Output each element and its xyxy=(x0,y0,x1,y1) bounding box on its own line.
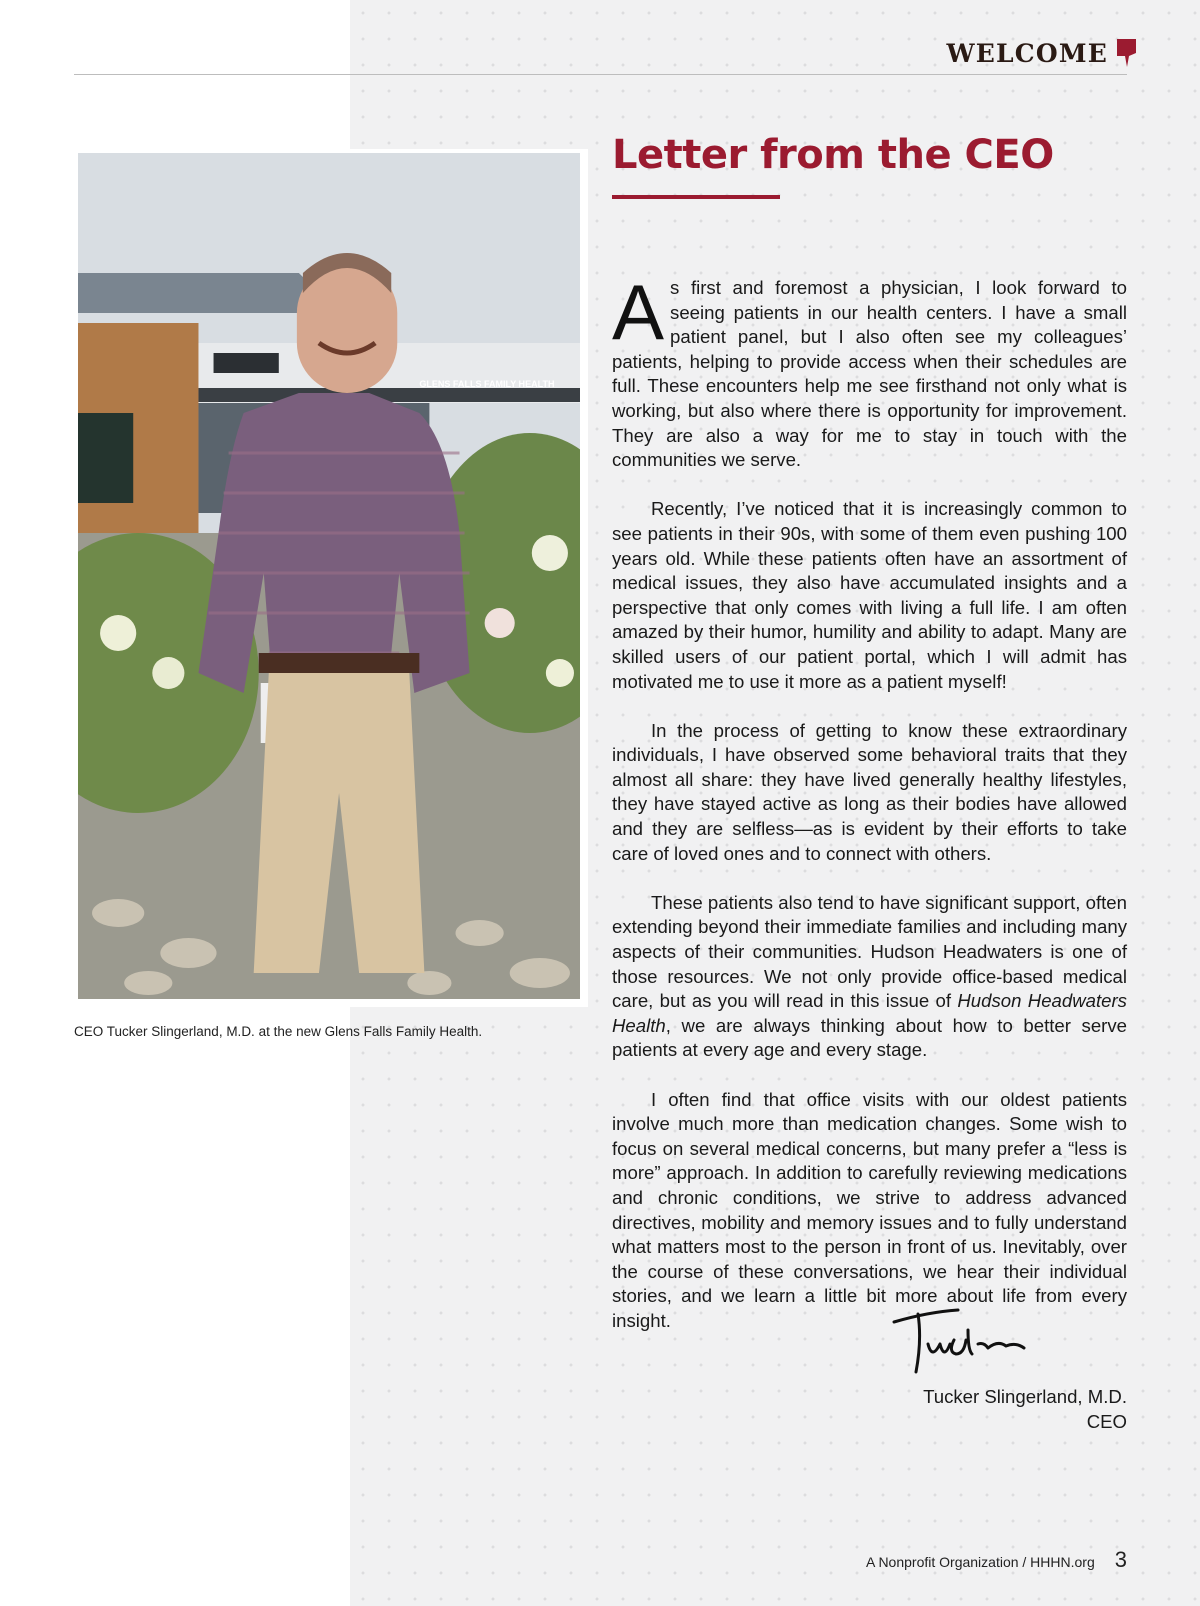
ceo-photo xyxy=(78,153,580,999)
letter-paragraph-1-text: s first and foremost a physician, I look forward to seeing patients in our health centers. I have a small patient panel, but I also often see my colleagues’ patients, helping to provide access when their schedules are full. These encounters help me see firsthand not only what is working, but also where there is opportunity for improvement. They are also a way for me to stay in touch with the communities we serve. xyxy=(612,277,1127,471)
letter-paragraph-5: I often find that office visits with our oldest patients involve much more than medication changes. Some wish to focus on several medical concerns, but many prefer a “less is more” approach. In addition to carefully reviewing medications and chronic conditions, we strive to address advanced directives, mobility and memory issues and to fully understand what matters most to the person in front of us. Inevitably, over the course of these conversations, we hear their individual stories, and we learn a little bit more about life from every insight. xyxy=(612,1088,1127,1331)
ceo-signature xyxy=(888,1300,1038,1380)
letter-paragraph-4 xyxy=(612,891,1127,1063)
photo-caption: CEO Tucker Slingerland, M.D. at the new Glens Falls Family Health. xyxy=(74,1024,483,1039)
signer-name: Tucker Slingerland, M.D. xyxy=(923,1386,1127,1407)
section-label xyxy=(946,38,1138,68)
publication-name: Hudson Headwaters Health xyxy=(612,990,1127,1036)
header-divider xyxy=(74,74,1127,75)
letter-paragraph-4-after: , we are always thinking about how to better serve patients at every age and every stage. xyxy=(612,1014,1127,1061)
page-footer xyxy=(866,1547,1127,1573)
page-title: Letter from the CEO xyxy=(612,132,1054,178)
building-sign-text: GLENS FALLS FAMILY HEALTH xyxy=(419,379,555,389)
footer-org-link[interactable]: A Nonprofit Organization / HHHN.org xyxy=(865,1554,1095,1570)
drop-cap: A xyxy=(612,268,665,356)
section-label-text: WELCOME xyxy=(946,38,1108,68)
letter-paragraph-4-before: These patients also tend to have significant support, often extending beyond their immediate families and including many aspects of their communities. Hudson Headwaters is one of those resources. We not only provide office-based medical care, but as you will read in this issue of xyxy=(612,891,1127,1012)
letter-body xyxy=(612,268,1127,1358)
signer-role: CEO xyxy=(1086,1410,1127,1432)
page-number: 3 xyxy=(1114,1547,1127,1572)
photo-frame xyxy=(74,149,588,1007)
letter-paragraph-2: Recently, I’ve noticed that it is increasingly common to see patients in their 90s, with some of them even pushing 100 years old. While these patients often have an assortment of medical issues, they also have accumulated insights and a perspective that only comes with living a full life. I am often amazed by their humor, humility and ability to adapt. Many are skilled users of our patient portal, which I will admit has motivated me to use it more as a patient myself! xyxy=(612,498,1127,692)
letter-paragraph-1 xyxy=(612,268,1127,473)
bookmark-flag-icon xyxy=(1116,38,1138,68)
signer-block xyxy=(923,1385,1127,1434)
ceo-photo-illustration xyxy=(78,153,580,999)
letter-paragraph-3: In the process of getting to know these extraordinary individuals, I have observed some behavioral traits that they almost all share: they have lived generally healthy lifestyles, they have stayed active as long as their bodies have allowed and they are selfless—as is evident by their efforts to take care of loved ones and to connect with others. xyxy=(612,719,1127,864)
title-underline xyxy=(612,195,780,199)
